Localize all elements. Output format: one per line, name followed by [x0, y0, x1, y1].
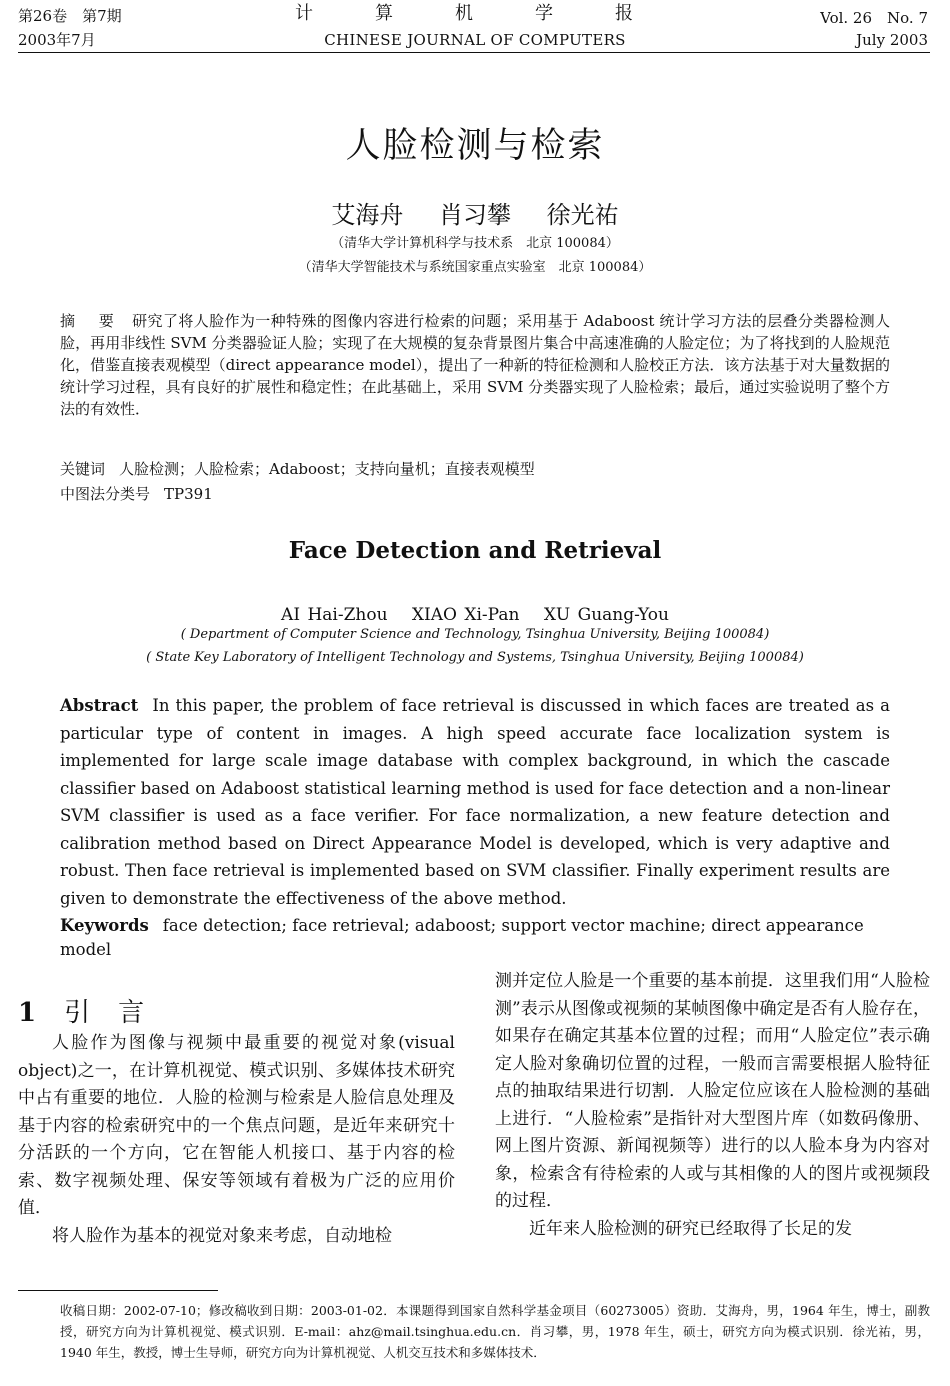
- section-title: 引言: [64, 998, 173, 1028]
- clc-label: 中图法分类号: [60, 485, 151, 503]
- keywords-en-text: face detection; face retrieval; adaboost; support vector machine; direct appearance model: [60, 916, 864, 959]
- header-rule: [18, 52, 930, 53]
- author-cn: 徐光祐: [546, 201, 619, 229]
- affiliation-en: ( Department of Computer Science and Technology, Tsinghua University, Beijing 100084): [180, 627, 770, 642]
- affiliation-en: ( State Key Laboratory of Intelligent Technology and Systems, Tsinghua University, Beijing 100084): [146, 650, 804, 665]
- abstract-cn-label: 摘 要: [60, 312, 119, 330]
- journal-title-cn: 计 算 机 学 报: [295, 3, 655, 24]
- body-paragraph: 测并定位人脸是一个重要的基本前提．这里我们用“人脸检测”表示从图像或视频的某帧图像中确定是否有人脸存在，如果存在确定其基本位置的过程；而用“人脸定位”表示确定人脸对象确切位置的过程，一般而言需要根据人脸特征点的抽取结果进行切割．人脸定位应该在人脸检测的基础上进行．“人脸检索”是指针对大型图片库（如数码像册、网上图片资源、新闻视频等）进行的以人脸本身为内容对象，检索含有待检索的人或与其相像的人的图片或视频段的过程．: [495, 971, 930, 1211]
- keywords-cn: [60, 458, 890, 480]
- body-paragraph: 人脸作为图像与视频中最重要的视觉对象(visual object)之一，在计算机视觉、模式识别、多媒体技术研究中占有重要的地位．人脸的检测与检索是人脸信息处理及基于内容的检索研究中的一个焦点问题，是近年来研究十分活跃的一个方向，它在智能人机接口、基于内容的检索、数字视频处理、保安等领域有着极为广泛的应用价值．: [18, 1033, 455, 1218]
- paper-title-cn: 人脸检测与检索: [345, 126, 605, 166]
- authors-cn: [0, 195, 950, 230]
- keywords-en: [60, 914, 890, 962]
- abstract-en-text: In this paper, the problem of face retrieval is discussed in which faces are treated as a particular type of content in images. A high speed accurate face localization system is implemented for large scale image database with complex background, in which the cascade classifier based on Adaboost statistical learning method is used for face detection and a non-linear SVM classifier is used as a face verifier. For face normalization, a new feature detection and calibration method based on Direct Appearance Model is developed, which is very adaptive and robust. Then face retrieval is implemented based on SVM classifier. Finally experiment results are given to demonstrate the effectiveness of the above method.: [60, 696, 890, 908]
- header-date-cn: 2003年7月: [18, 31, 96, 49]
- keywords-cn-text: 人脸检测；人脸检索；Adaboost；支持向量机；直接表观模型: [119, 460, 535, 478]
- abstract-en-label: Abstract: [60, 696, 139, 715]
- header-journal-cn: [275, 4, 675, 24]
- body-paragraph: 近年来人脸检测的研究已经取得了长足的发: [529, 1218, 852, 1239]
- keywords-cn-label: 关键词: [60, 460, 106, 478]
- section-number: 1: [18, 998, 37, 1028]
- body-column-right: [495, 968, 930, 1243]
- author-cn: 肖习攀: [439, 201, 511, 229]
- paper-title-en: Face Detection and Retrieval: [288, 537, 662, 564]
- header-volume-en: Vol. 26 No. 7: [820, 9, 928, 27]
- author-cn: 艾海舟: [331, 201, 404, 229]
- abstract-cn: [60, 310, 890, 420]
- header-journal-en: CHINESE JOURNAL OF COMPUTERS: [324, 31, 626, 49]
- affiliation-cn: （清华大学计算机科学与技术系 北京 100084）: [331, 236, 619, 251]
- authors-en: AI Hai-Zhou XIAO Xi-Pan XU Guang-You: [281, 605, 669, 625]
- header-date-en: July 2003: [856, 31, 928, 49]
- section-heading: [18, 996, 172, 1030]
- keywords-en-label: Keywords: [60, 916, 149, 935]
- abstract-cn-text: 研究了将人脸作为一种特殊的图像内容进行检索的问题；采用基于 Adaboost 统计学习方法的层叠分类器检测人脸，再用非线性 SVM 分类器验证人脸；实现了在大规模的复杂背景图片集合中高速准确的人脸定位；为了将找到的人脸规范化，借鉴直接表观模型（direct appearance model），提出了一种新的特征检测和人脸校正方法．该方法基于对大量数据的统计学习过程，具有良好的扩展性和稳定性；在此基础上，采用 SVM 分类器实现了人脸检索；最后，通过实验说明了整个方法的有效性．: [60, 312, 890, 418]
- clc-number: [60, 483, 890, 505]
- footnote-rule: [18, 1290, 218, 1291]
- abstract-en: [60, 692, 890, 912]
- footnote: 收稿日期：2002-07-10；修改稿收到日期：2003-01-02．本课题得到国家自然科学基金项目（60273005）资助．艾海舟，男，1964 年生，博士，副教授，研究方向为计算机视觉、模式识别．E-mail：ahz@mail.tsinghua.edu.cn．肖习攀，男，1978 年生，硕士，研究方向为模式识别．徐光祐，男，1940 年生，教授，博士生导师，研究方向为计算机视觉、人机交互技术和多媒体技术．: [60, 1303, 930, 1360]
- affiliation-cn: （清华大学智能技术与系统国家重点实验室 北京 100084）: [298, 260, 652, 275]
- header-volume-cn: 第26卷 第7期: [18, 7, 122, 25]
- clc-text: TP391: [164, 485, 213, 503]
- body-paragraph: 将人脸作为基本的视觉对象来考虑，自动地检: [52, 1225, 392, 1246]
- body-column-left: [18, 1030, 455, 1250]
